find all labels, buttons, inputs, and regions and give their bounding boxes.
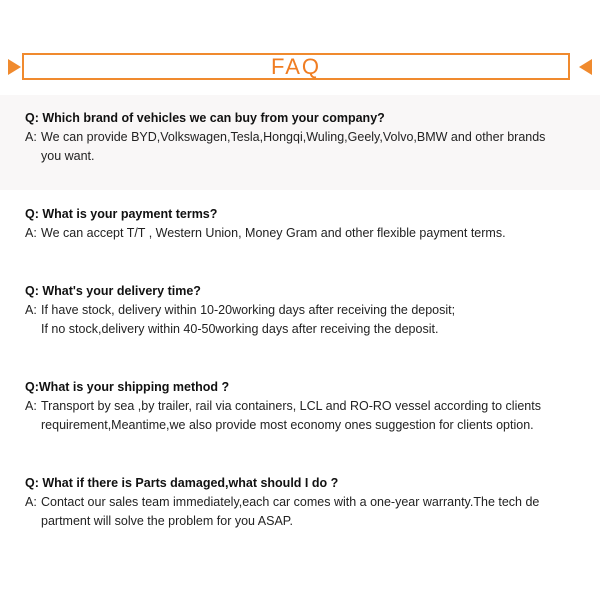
faq-answer (25, 224, 585, 243)
answer-line: requirement,Meantime,we also provide most economy ones suggestion for clients option. (41, 418, 534, 432)
faq-question: Q: What's your delivery time? (25, 284, 201, 298)
answer-prefix: A: (25, 399, 37, 413)
answer-prefix: A: (25, 495, 37, 509)
faq-item-payment (25, 205, 585, 243)
faq-answer (25, 493, 585, 531)
faq-question: Q: What is your payment terms? (25, 207, 218, 221)
faq-item-parts-damaged (25, 474, 585, 531)
faq-item-brands (25, 109, 585, 166)
answer-line: you want. (41, 149, 95, 163)
answer-line: partment will solve the problem for you ASAP. (41, 514, 293, 528)
answer-line: We can accept T/T , Western Union, Money Gram and other flexible payment terms. (41, 226, 506, 240)
faq-question: Q: What if there is Parts damaged,what should I do ? (25, 476, 339, 490)
answer-line: Transport by sea ,by trailer, rail via containers, LCL and RO-RO vessel according to clients (41, 399, 541, 413)
answer-prefix: A: (25, 303, 37, 317)
faq-item-delivery (25, 282, 585, 339)
answer-line: Contact our sales team immediately,each car comes with a one-year warranty.The tech de (41, 495, 540, 509)
faq-answer (25, 397, 585, 435)
faq-banner (22, 53, 570, 80)
answer-line: We can provide BYD,Volkswagen,Tesla,Hongqi,Wuling,Geely,Volvo,BMW and other brands (41, 130, 546, 144)
faq-answer (25, 301, 585, 339)
faq-question: Q:What is your shipping method ? (25, 380, 230, 394)
faq-question: Q: Which brand of vehicles we can buy from your company? (25, 111, 385, 125)
answer-prefix: A: (25, 130, 37, 144)
left-triangle-icon (8, 59, 21, 75)
faq-item-shipping (25, 378, 585, 435)
right-triangle-icon (579, 59, 592, 75)
answer-line: If no stock,delivery within 40-50working days after receiving the deposit. (41, 322, 439, 336)
faq-answer (25, 128, 585, 166)
answer-prefix: A: (25, 226, 37, 240)
answer-line: If have stock, delivery within 10-20working days after receiving the deposit; (41, 303, 456, 317)
page-title: FAQ (270, 53, 321, 79)
